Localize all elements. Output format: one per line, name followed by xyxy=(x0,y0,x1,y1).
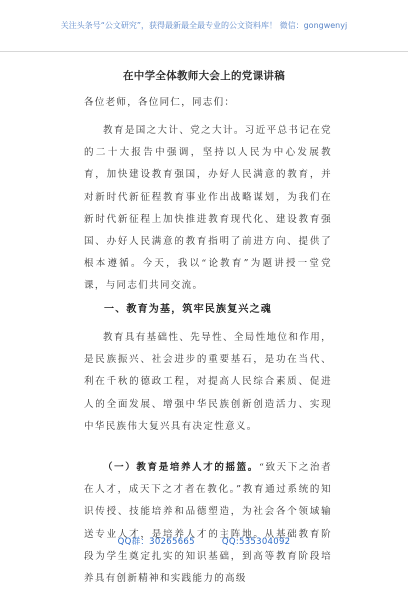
promo-header xyxy=(0,0,408,52)
contact-footer xyxy=(0,535,408,547)
subsection-paragraph xyxy=(84,457,332,590)
section-paragraph: 教育具有基础性、先导性、全局性地位和作用，是民族振兴、社会进步的重要基石，是功在当代、利在千秋的德政工程，对提高人民综合素质、促进人的全面发展、增强中华民族创新创造活力、实现中华民族伟大复兴具有决定性意义。 xyxy=(84,332,332,432)
document-title: 在中学全体教师大会上的党课讲稿 xyxy=(123,70,285,82)
qq-number: QQ:535304092 xyxy=(221,537,291,547)
intro-paragraph: 教育是国之大计、党之大计。习近平总书记在党的二十大报告中强调，坚持以人民为中心发展教育，加快建设教育强国，办好人民满意的教育，并对新时代新征程教育事业作出战略谋划，为我们在新时代新征程上加快推进教育现代化、建设教育强国、办好人民满意的教育指明了前进方向、提供了根本遵循。今天，我以“论教育”为题讲授一堂党课，与同志们共同交流。 xyxy=(84,125,332,292)
greeting: 各位老师，各位同仁，同志们： xyxy=(84,97,236,108)
section-heading: 一、教育为基，筑牢民族复兴之魂 xyxy=(104,304,272,315)
subsection-heading: （一）教育是培养人才的摇篮。 xyxy=(103,462,259,473)
qq-group: QQ群：30265665 xyxy=(117,537,195,547)
promo-text: 关注头条号“公文研究”，获得最新最全最专业的公文资料库！ 微信：gongwenyj xyxy=(60,21,348,30)
subsection-text: “致天下之治者在人才，成天下之才者在教化。”教育通过系统的知识传授、技能培养和品德塑造，为社会各个领域输送专业人才，是培养人才的主阵地。从基础教育阶段为学生奠定扎实的知识基础，到高等教育阶段培养具有创新精神和实践能力的高级 xyxy=(84,462,332,585)
